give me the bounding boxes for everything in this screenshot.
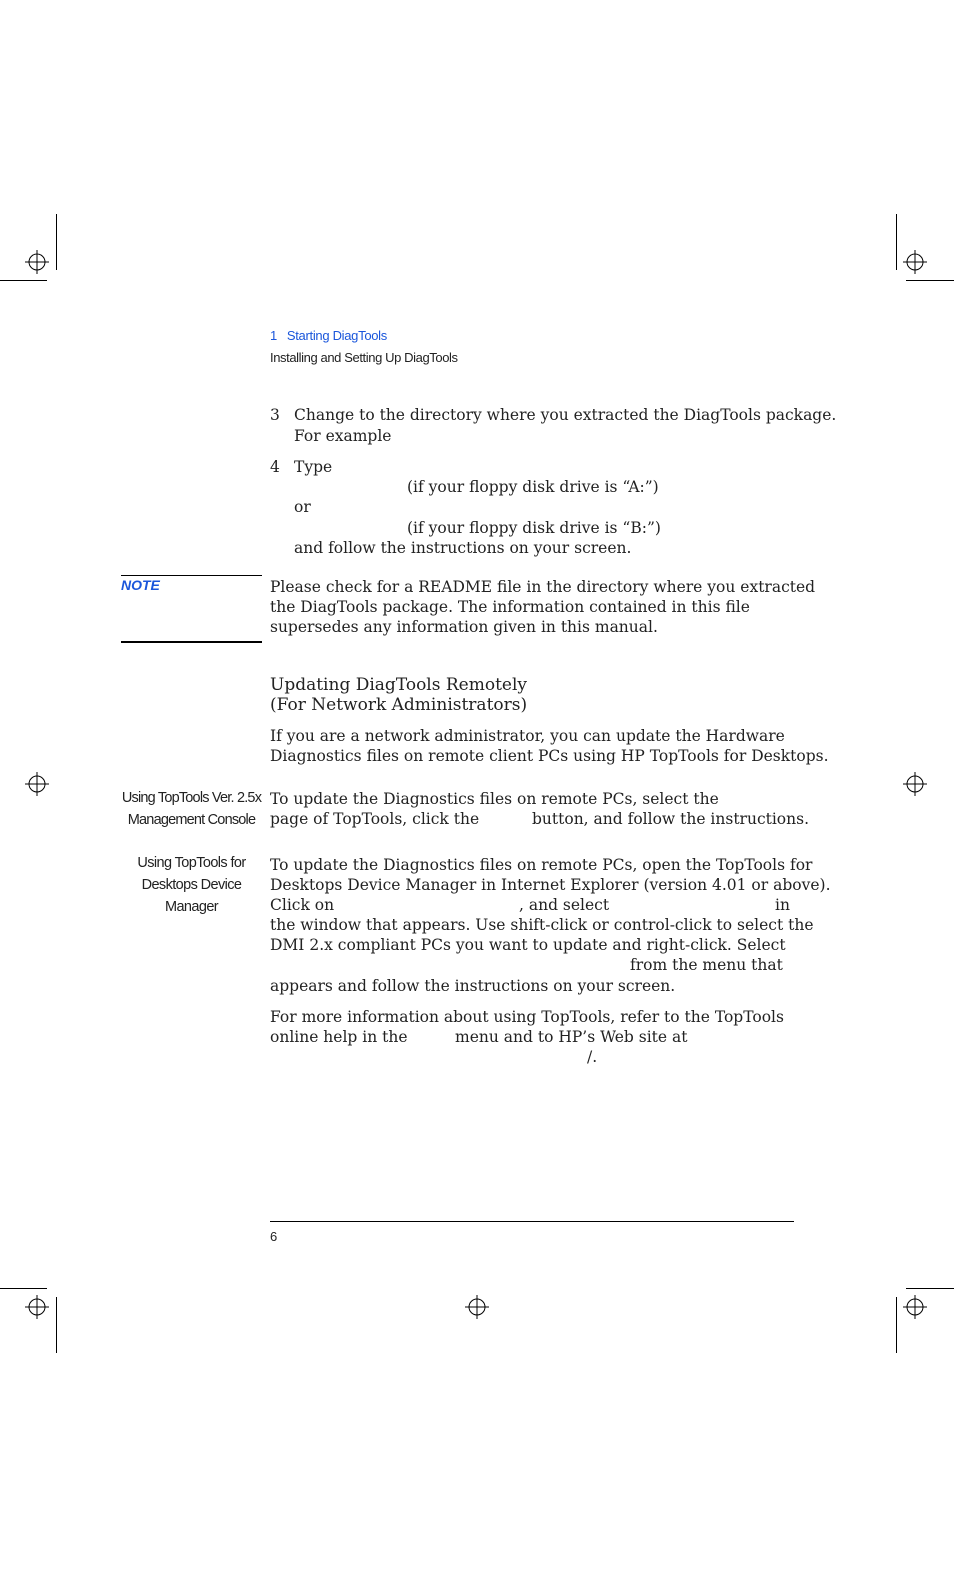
body-text: To update the Diagnostics files on remote PCs, open the TopTools for: [270, 856, 813, 874]
body-text: appears and follow the instructions on your screen.: [270, 977, 676, 995]
registration-mark-icon: [465, 1295, 489, 1319]
intro-text: If you are a network administrator, you can update the Hardware: [270, 727, 785, 745]
sidebar-heading: Using TopTools for: [137, 855, 246, 871]
intro-text: Diagnostics files on remote client PCs using HP TopTools for Desktops.: [270, 747, 829, 765]
crop-mark: [0, 280, 47, 281]
body-text: To update the Diagnostics files on remote PCs, select the: [270, 790, 719, 808]
step-number: 3: [270, 406, 280, 424]
note-text: Please check for a README file in the directory where you extracted: [270, 578, 816, 596]
registration-mark-icon: [25, 1295, 49, 1319]
body-text: DMI 2.x compliant PCs you want to update and right-click. Select: [270, 936, 786, 954]
body-text: Desktops Device Manager in Internet Explorer (version 4.01 or above).: [270, 876, 831, 894]
body-text: button, and follow the instructions.: [532, 810, 810, 828]
sidebar-heading: Using TopTools Ver. 2.5x: [121, 790, 262, 806]
sidebar-heading: Manager: [164, 899, 219, 915]
footer-rule: [270, 1221, 794, 1222]
section-heading: (For Network Administrators): [270, 695, 528, 715]
body-text: from the menu that: [630, 956, 783, 974]
sidebar-heading: Desktops Device: [141, 877, 242, 893]
body-text: , and select: [519, 896, 610, 914]
step-text: Type: [294, 458, 333, 476]
body-text: menu and to HP’s Web site at: [455, 1028, 688, 1046]
note-text: the DiagTools package. The information contained in this file: [270, 598, 750, 616]
crop-mark: [896, 214, 897, 270]
step-text: (if your floppy disk drive is “B:”): [407, 519, 661, 537]
body-text: online help in the: [270, 1028, 408, 1046]
body-text: /.: [587, 1048, 598, 1066]
crop-mark: [896, 1297, 897, 1353]
body-text: the window that appears. Use shift-click or control-click to select the: [270, 916, 814, 934]
registration-mark-icon: [25, 250, 49, 274]
note-bottom-rule: [121, 641, 262, 643]
step-number: 4: [270, 458, 280, 476]
registration-mark-icon: [903, 772, 927, 796]
chapter-header: 1 Starting DiagTools: [270, 328, 387, 343]
note-text: supersedes any information given in this manual.: [270, 618, 658, 636]
crop-mark: [56, 1297, 57, 1353]
body-text: in: [775, 896, 790, 914]
registration-mark-icon: [903, 1295, 927, 1319]
section-header: Installing and Setting Up DiagTools: [270, 350, 458, 365]
registration-mark-icon: [903, 250, 927, 274]
step-text: (if your floppy disk drive is “A:”): [407, 478, 659, 496]
registration-mark-icon: [25, 772, 49, 796]
body-text: For more information about using TopTools, refer to the TopTools: [270, 1008, 784, 1026]
crop-mark: [906, 280, 954, 281]
crop-mark: [0, 1288, 47, 1289]
note-label: NOTE: [121, 577, 160, 593]
body-text: Click on: [270, 896, 335, 914]
crop-mark: [906, 1288, 954, 1289]
step-text: and follow the instructions on your screen.: [294, 539, 632, 557]
page-number: 6: [270, 1229, 278, 1244]
sidebar-heading: Management Console: [127, 812, 256, 828]
body-text: page of TopTools, click the: [270, 810, 480, 828]
note-top-rule: [121, 575, 262, 576]
step-text: For example: [294, 427, 392, 445]
section-heading: Updating DiagTools Remotely: [270, 675, 528, 695]
crop-mark: [56, 214, 57, 270]
step-text: Change to the directory where you extracted the DiagTools package.: [294, 406, 837, 424]
step-text: or: [294, 498, 311, 516]
